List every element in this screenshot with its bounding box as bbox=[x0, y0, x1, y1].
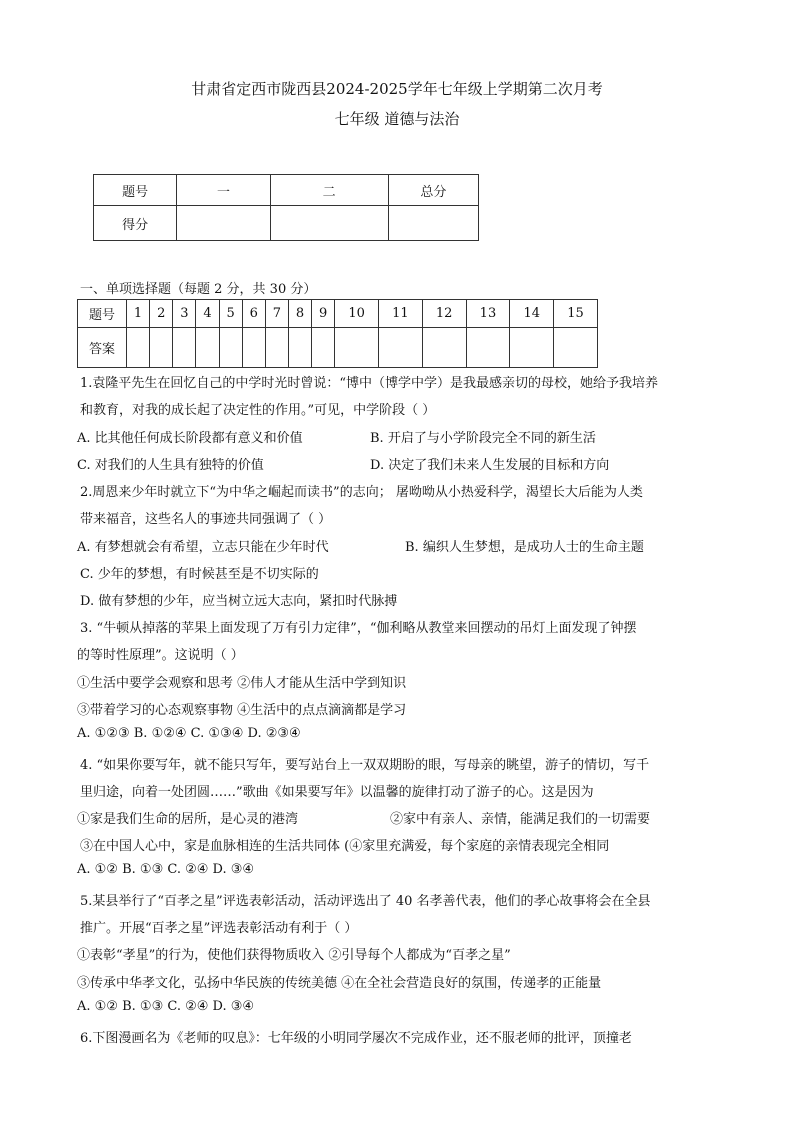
q4-stem-line1: 4. “如果你要写年，就不能只写年，要写站台上一双双期盼的眼，写母亲的眺望，游子的情切，写千 bbox=[80, 758, 650, 773]
answer-cell[interactable] bbox=[466, 328, 510, 368]
exam-title: 甘肃省定西市陇西县2024-2025学年七年级上学期第二次月考 bbox=[191, 80, 603, 98]
answer-cell[interactable] bbox=[422, 328, 466, 368]
q1-option-c: C. 对我们的人生具有独特的价值 bbox=[77, 458, 264, 473]
answer-number-cell: 13 bbox=[466, 300, 510, 328]
answer-cell[interactable] bbox=[219, 328, 242, 368]
answer-number-cell: 10 bbox=[335, 300, 379, 328]
answer-number-cell: 1 bbox=[127, 300, 150, 328]
q3-options: A. ①②③ B. ①②④ C. ①③④ D. ②③④ bbox=[77, 726, 301, 741]
answer-number-cell: 9 bbox=[312, 300, 335, 328]
q5-stem-line1: 5.某县举行了“百孝之星”评选表彰活动，活动评选出了 40 名孝善代表，他们的孝心故事将会在全县 bbox=[80, 894, 651, 909]
score-header-cell: 总分 bbox=[388, 175, 478, 206]
q1-stem-line2: 和教育，对我的成长起了决定性的作用。”可见，中学阶段（ ） bbox=[80, 403, 436, 418]
answer-cell[interactable] bbox=[379, 328, 423, 368]
q3-stem-line2: 的等时性原理”。这说明（ ） bbox=[77, 648, 244, 663]
q2-option-b: B. 编织人生梦想，是成功人士的生命主题 bbox=[405, 540, 644, 555]
answer-cell[interactable] bbox=[510, 328, 554, 368]
q4-stem-line2: 里归途，向着一处团圆……”歌曲《如果要写年》以温馨的旋律打动了游子的心。这是因为 bbox=[80, 785, 594, 800]
score-cell[interactable] bbox=[177, 206, 270, 241]
score-cell[interactable] bbox=[388, 206, 478, 241]
answer-number-cell: 4 bbox=[196, 300, 219, 328]
answer-cell[interactable] bbox=[173, 328, 196, 368]
q1-option-b: B. 开启了与小学阶段完全不同的新生活 bbox=[370, 431, 596, 446]
section-title: 一、单项选择题（每题 2 分，共 30 分） bbox=[80, 282, 317, 297]
answer-cell[interactable] bbox=[242, 328, 265, 368]
score-row-label: 得分 bbox=[94, 206, 177, 241]
answer-cell[interactable] bbox=[150, 328, 173, 368]
answer-cell[interactable] bbox=[312, 328, 335, 368]
score-header-cell: 一 bbox=[177, 175, 270, 206]
answer-cell[interactable] bbox=[127, 328, 150, 368]
answer-table bbox=[77, 299, 598, 368]
q4-statement-2: ②家中有亲人、亲情，能满足我们的一切需要 bbox=[390, 812, 651, 827]
answer-row-label: 答案 bbox=[78, 328, 127, 368]
q5-stem-line2: 推广。开展“百孝之星”评选表彰活动有利于（ ） bbox=[80, 921, 358, 936]
q5-statement-2: ③传承中华孝文化，弘扬中华民族的传统美德 ④在全社会营造良好的氛围，传递孝的正能量 bbox=[77, 976, 602, 991]
answer-number-cell: 12 bbox=[422, 300, 466, 328]
q1-stem-line1: 1.袁隆平先生在回忆自己的中学时光时曾说：“博中（博学中学）是我最感亲切的母校，她给予我培养 bbox=[80, 376, 659, 391]
answer-number-cell: 3 bbox=[173, 300, 196, 328]
answer-cell[interactable] bbox=[288, 328, 311, 368]
answer-header-label: 题号 bbox=[78, 300, 127, 328]
answer-number-cell: 2 bbox=[150, 300, 173, 328]
answer-number-cell: 8 bbox=[288, 300, 311, 328]
q5-statement-1: ①表彰“孝星”的行为，使他们获得物质收入 ②引导每个人都成为“百孝之星” bbox=[77, 948, 511, 963]
score-cell[interactable] bbox=[270, 206, 388, 241]
answer-number-cell: 5 bbox=[219, 300, 242, 328]
answer-number-cell: 14 bbox=[510, 300, 554, 328]
answer-cell[interactable] bbox=[554, 328, 598, 368]
q3-stem-line1: 3. “牛顿从掉落的苹果上面发现了万有引力定律”，“伽利略从教堂来回摆动的吊灯上面发现了钟摆 bbox=[80, 621, 637, 636]
answer-number-cell: 15 bbox=[554, 300, 598, 328]
q4-options: A. ①② B. ①③ C. ②④ D. ③④ bbox=[77, 862, 255, 877]
exam-subtitle: 七年级 道德与法治 bbox=[334, 110, 460, 128]
q1-option-a: A. 比其他任何成长阶段都有意义和价值 bbox=[77, 431, 303, 446]
answer-number-cell: 11 bbox=[379, 300, 423, 328]
q2-stem-line1: 2.周恩来少年时就立下“为中华之崛起而读书”的志向； 屠呦呦从小热爱科学，渴望长大后能为人类 bbox=[80, 485, 643, 500]
q2-option-a: A. 有梦想就会有希望，立志只能在少年时代 bbox=[77, 540, 329, 555]
score-header-cell: 题号 bbox=[94, 175, 177, 206]
q1-option-d: D. 决定了我们未来人生发展的目标和方向 bbox=[370, 458, 610, 473]
q2-option-c: C. 少年的梦想，有时候甚至是不切实际的 bbox=[80, 567, 319, 582]
q2-option-d: D. 做有梦想的少年，应当树立远大志向，紧扣时代脉搏 bbox=[80, 594, 398, 609]
q2-stem-line2: 带来福音，这些名人的事迹共同强调了（ ） bbox=[80, 512, 332, 527]
answer-number-cell: 6 bbox=[242, 300, 265, 328]
answer-cell[interactable] bbox=[335, 328, 379, 368]
q3-statement-1: ①生活中要学会观察和思考 ②伟人才能从生活中学到知识 bbox=[77, 676, 407, 691]
q4-statement-3: ③在中国人心中，家是血脉相连的生活共同体 (④家里充满爱，每个家庭的亲情表现完全相同 bbox=[80, 839, 610, 854]
answer-number-cell: 7 bbox=[265, 300, 288, 328]
score-header-cell: 二 bbox=[270, 175, 388, 206]
score-table bbox=[93, 174, 479, 241]
answer-cell[interactable] bbox=[265, 328, 288, 368]
answer-cell[interactable] bbox=[196, 328, 219, 368]
q6-stem-line1: 6.下图漫画名为《老师的叹息》：七年级的小明同学屡次不完成作业，还不服老师的批评，顶撞老 bbox=[80, 1031, 632, 1046]
q4-statement-1: ①家是我们生命的居所，是心灵的港湾 bbox=[77, 812, 299, 827]
q5-options: A. ①② B. ①③ C. ②④ D. ③④ bbox=[77, 999, 255, 1014]
q3-statement-2: ③带着学习的心态观察事物 ④生活中的点点滴滴都是学习 bbox=[77, 703, 407, 718]
